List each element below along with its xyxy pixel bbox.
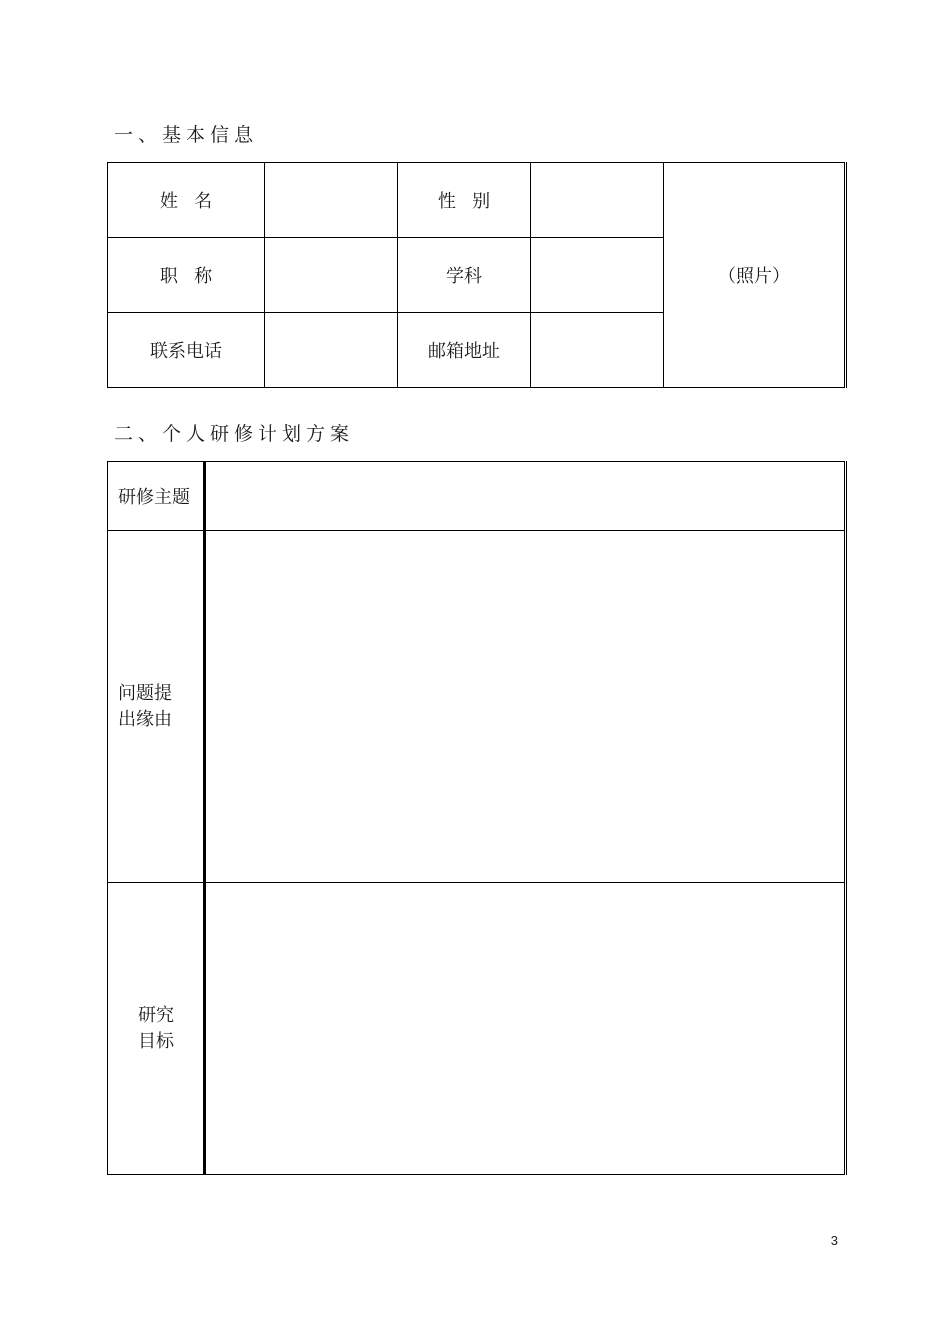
goal-input-cell[interactable] bbox=[205, 883, 846, 1175]
section-title-study-plan: 二、个人研修计划方案 bbox=[114, 423, 355, 445]
name-label: 姓名 bbox=[159, 191, 229, 212]
reason-input-cell[interactable] bbox=[205, 531, 846, 883]
goal-label-cell bbox=[108, 883, 205, 1175]
title-label-cell bbox=[108, 238, 265, 313]
phone-input-cell[interactable] bbox=[265, 313, 398, 388]
goal-label-line1: 研究 bbox=[138, 1004, 174, 1026]
subject-label-cell bbox=[398, 238, 531, 313]
gender-label-cell bbox=[398, 163, 531, 238]
page-number: 3 bbox=[830, 1233, 838, 1248]
email-input-cell[interactable] bbox=[531, 313, 664, 388]
phone-label: 联系电话 bbox=[150, 341, 222, 362]
email-label-cell bbox=[398, 313, 531, 388]
name-label-cell bbox=[108, 163, 265, 238]
basic-info-table bbox=[107, 162, 847, 388]
study-plan-table bbox=[107, 461, 847, 1175]
title-label: 职称 bbox=[159, 266, 229, 287]
reason-label-line1: 问题提 bbox=[118, 682, 172, 704]
name-input-cell[interactable] bbox=[265, 163, 398, 238]
reason-label-line2: 出缘由 bbox=[118, 708, 172, 730]
gender-label: 性别 bbox=[437, 191, 507, 212]
photo-cell[interactable] bbox=[664, 163, 846, 388]
reason-label-cell bbox=[108, 531, 205, 883]
topic-label-cell bbox=[108, 462, 205, 531]
topic-label: 研修主题 bbox=[118, 487, 190, 508]
subject-input-cell[interactable] bbox=[531, 238, 664, 313]
gender-input-cell[interactable] bbox=[531, 163, 664, 238]
section-title-basic-info: 一、基本信息 bbox=[114, 124, 259, 146]
title-input-cell[interactable] bbox=[265, 238, 398, 313]
photo-label: （照片） bbox=[718, 266, 790, 287]
subject-label: 学科 bbox=[446, 266, 482, 287]
phone-label-cell bbox=[108, 313, 265, 388]
goal-label-line2: 目标 bbox=[138, 1030, 174, 1052]
email-label: 邮箱地址 bbox=[428, 341, 500, 362]
topic-input-cell[interactable] bbox=[205, 462, 846, 531]
